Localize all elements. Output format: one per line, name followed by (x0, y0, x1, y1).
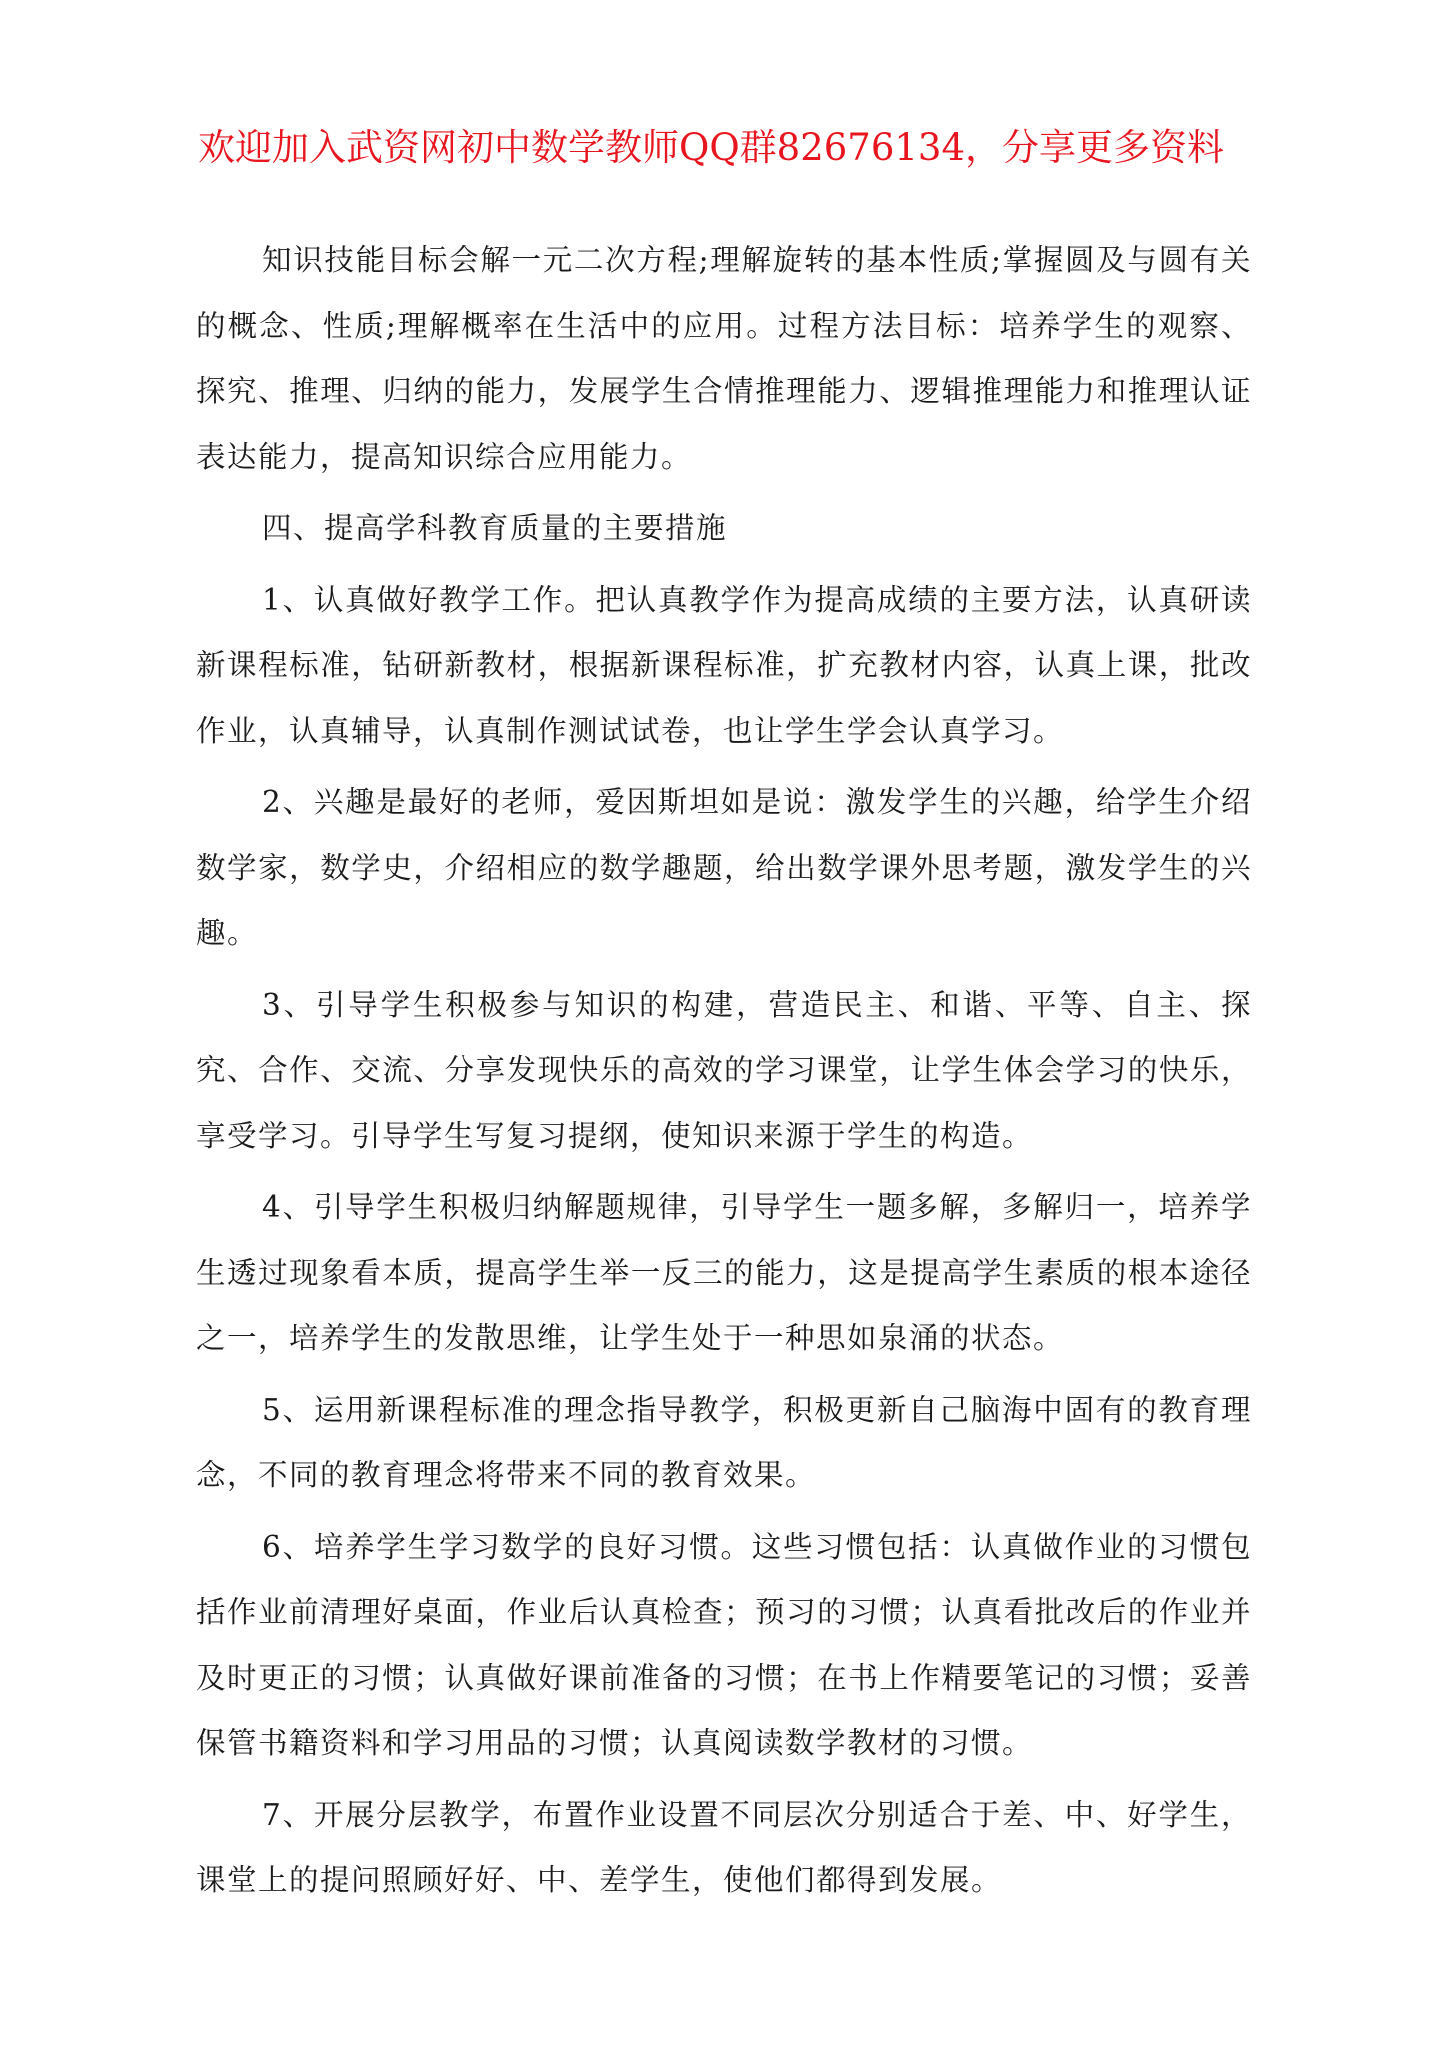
paragraph-item-1: 1、认真做好教学工作。把认真教学作为提高成绩的主要方法，认真研读新课程标准，钻研新教材，根据新课程标准，扩充教材内容，认真上课，批改作业，认真辅导，认真制作测试试卷，也让学生学会认真学习。 (196, 582, 1252, 748)
document-body (196, 228, 1252, 1920)
paragraph-item-7: 7、开展分层教学，布置作业设置不同层次分别适合于差、中、好学生，课堂上的提问照顾好好、中、差学生，使他们都得到发展。 (196, 1797, 1252, 1897)
paragraph-objectives: 知识技能目标会解一元二次方程;理解旋转的基本性质;掌握圆及与圆有关的概念、性质;理解概率在生活中的应用。过程方法目标：培养学生的观察、探究、推理、归纳的能力，发展学生合情推理能力、逻辑推理能力和推理认证表达能力，提高知识综合应用能力。 (196, 243, 1252, 474)
header-banner: 欢迎加入武资网初中数学教师QQ群82676134，分享更多资料 (198, 126, 1224, 169)
paragraph-item-4: 4、引导学生积极归纳解题规律，引导学生一题多解，多解归一，培养学生透过现象看本质，提高学生举一反三的能力，这是提高学生素质的根本途径之一，培养学生的发散思维，让学生处于一种思如泉涌的状态。 (196, 1190, 1252, 1355)
paragraph-item-6: 6、培养学生学习数学的良好习惯。这些习惯包括：认真做作业的习惯包括作业前清理好桌面，作业后认真检查；预习的习惯；认真看批改后的作业并及时更正的习惯；认真做好课前准备的习惯；在书上作精要笔记的习惯；妥善保管书籍资料和学习用品的习惯；认真阅读数学教材的习惯。 (196, 1529, 1252, 1760)
paragraph-item-2: 2、兴趣是最好的老师，爱因斯坦如是说：激发学生的兴趣，给学生介绍数学家，数学史，介绍相应的数学趣题，给出数学课外思考题，激发学生的兴趣。 (196, 785, 1252, 950)
paragraph-item-5: 5、运用新课程标准的理念指导教学，积极更新自己脑海中固有的教育理念，不同的教育理念将带来不同的教育效果。 (196, 1392, 1252, 1492)
section-heading: 四、提高学科教育质量的主要措施 (262, 511, 728, 545)
paragraph-item-3: 3、引导学生积极参与知识的构建，营造民主、和谐、平等、自主、探究、合作、交流、分享发现快乐的高效的学习课堂，让学生体会学习的快乐，享受学习。引导学生写复习提纲，使知识来源于学生的构造。 (196, 987, 1252, 1153)
